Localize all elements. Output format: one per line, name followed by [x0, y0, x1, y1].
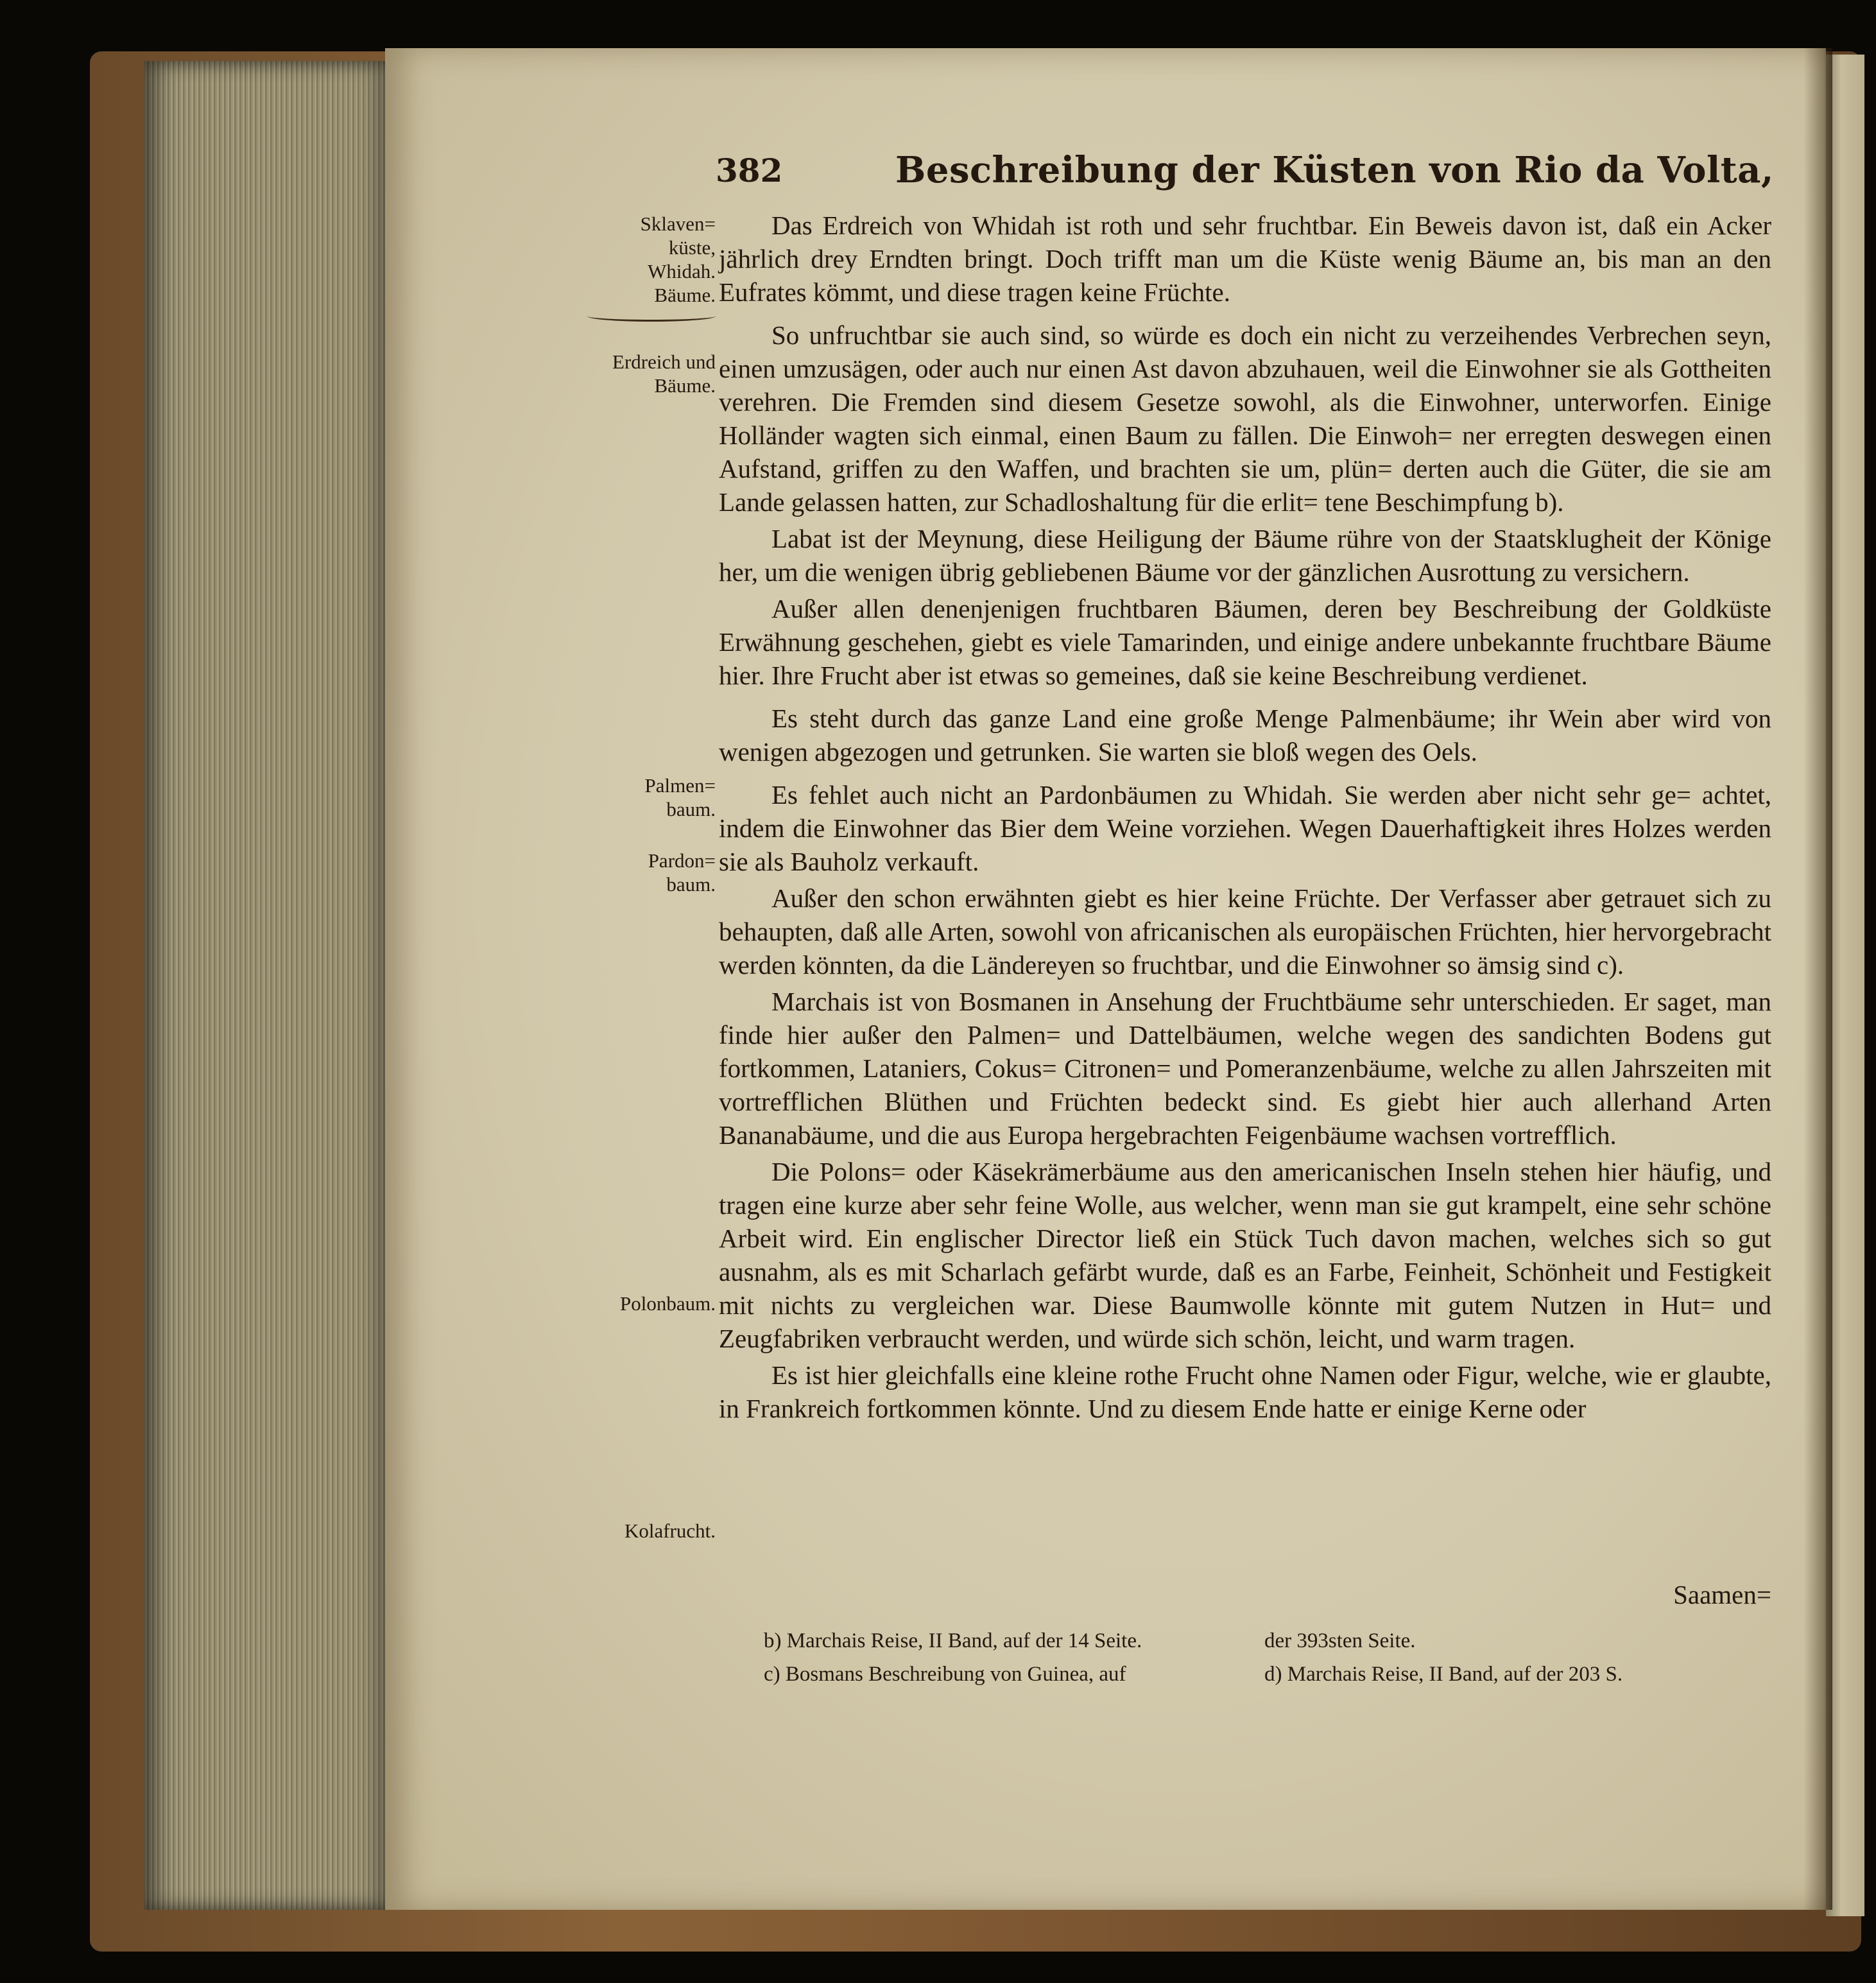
paragraph: Es steht durch das ganze Land eine große Menge Palmenbäume; ihr Wein aber wird von wenigen abgezogen und getrunken. Sie warten sie bloß wegen des Oels.: [719, 704, 1771, 766]
marginal-line: Bäume.: [654, 284, 716, 306]
paragraph: Die Polons= oder Käsekrämerbäume aus den americanischen Inseln stehen hier häufig, und tragen eine kurze aber sehr feine Wolle, aus welcher, wenn man sie gut krampelt, eine sehr schöne Arbeit wird. Ein englischer Director ließ ein Stück Tuch davon machen, welches sich so gut ausnahm, als es mit Scharlach gefärbt wurde, daß es an Farbe, Feinheit, Schönheit und Festigkeit mit nichts zu vergleichen war. Diese Baumwolle könnte mit gutem Nutzen in Hut= und Zeugfabriken verbraucht werden, und würde sich schön, leicht, und warm tragen.: [719, 1157, 1771, 1353]
footnotes: [764, 1624, 1771, 1691]
paragraph: So unfruchtbar sie auch sind, so würde es doch ein nicht zu verzeihendes Verbrechen seyn, einen umzusägen, oder auch nur einen Ast davon abzuhauen, weil die Einwohner sie als Gottheiten verehren. Die Fremden sind diesem Gesetze sowohl, als die Einwohner, unterworfen. Einige Holländer wagten sich einmal, einen Baum zu fällen. Die Einwoh= ner erregten deswegen einen Aufstand, griffen zu den Waffen, und brachten sie um, plün= derten auch die Güter, die sie am Lande gelassen hatten, zur Schadloshaltung für die erlit= tene Beschimpfung b).: [719, 320, 1771, 517]
paragraph: Außer allen denenjenigen fruchtbaren Bäumen, deren bey Beschreibung der Goldküste Erwähnung geschehen, giebt es viele Tamarinden, und einige andere unbekannte fruchtbare Bäume hier. Ihre Frucht aber ist etwas so gemeines, daß sie keine Beschreibung verdienet.: [719, 594, 1771, 690]
marginal-line: Kolafrucht.: [624, 1520, 716, 1542]
marginal-line: Palmen=: [644, 774, 716, 797]
body-text: [719, 209, 1771, 1425]
page-number: 382: [716, 152, 783, 189]
marginal-line: baum.: [666, 873, 716, 896]
marginal-note-pardonbaum: [578, 849, 716, 896]
footnote-d: d) Marchais Reise, II Band, auf der 203 S.: [1264, 1663, 1623, 1686]
marginal-line: Pardon=: [648, 849, 716, 872]
footnote-row: [764, 1624, 1771, 1658]
paragraph: Es ist hier gleichfalls eine kleine rothe Frucht ohne Namen oder Figur, welche, wie er glaubte, in Frankreich fortkommen könnte. Und zu diesem Ende hatte er einige Kerne oder: [719, 1360, 1771, 1423]
page-edges: [144, 61, 388, 1910]
running-title: Beschreibung der Küsten von Rio da Volta,: [895, 149, 1774, 191]
page-gutter-shadow: [1803, 48, 1832, 1910]
page-header: [716, 149, 1774, 194]
paragraph: Marchais ist von Bosmanen in Ansehung der Fruchtbäume sehr unterschieden. Er saget, man finde hier außer den Palmen= und Dattelbäumen, welche wegen des sandichten Bodens gut fortkommen, Lataniers, Cokus= Citronen= und Pomeranzenbäume, welche zu allen Jahrszeiten mit vortrefflichen Blüthen und Früchten bedeckt sind. Es giebt hier auch allerhand Arten Bananabäume, und die aus Europa hergebrachten Feigenbäume wachsen vortrefflich.: [719, 987, 1771, 1150]
marginal-note-palmenbaum: [578, 774, 716, 821]
paragraph: Es fehlet auch nicht an Pardonbäumen zu Whidah. Sie werden aber nicht sehr ge= achtet, indem die Einwohner das Bier dem Weine vorziehen. Wegen Dauerhaftigkeit ihres Holzes werden sie als Bauholz verkauft.: [719, 780, 1771, 876]
footnote-b: b) Marchais Reise, II Band, auf der 14 Seite.: [764, 1629, 1142, 1652]
marginal-note-sklavenkueste: [578, 212, 716, 322]
marginal-line: Erdreich und: [612, 351, 716, 373]
marginal-line: Bäume.: [654, 374, 716, 397]
marginal-line: Whidah.: [648, 260, 716, 282]
marginal-note-erdreich: [578, 350, 716, 397]
catchword: Saamen=: [1673, 1580, 1771, 1609]
marginal-line: Polonbaum.: [620, 1292, 716, 1315]
marginal-line: baum.: [666, 798, 716, 820]
marginal-line: küste,: [668, 236, 716, 259]
marginal-note-kolafrucht: [578, 1519, 716, 1543]
marginal-note-polonbaum: [578, 1292, 716, 1315]
paragraph: Außer den schon erwähnten giebt es hier keine Früchte. Der Verfasser aber getrauet sich zu behaupten, daß alle Arten, sowohl von africanischen als europäischen Früchten, hier hervorgebracht werden könnten, da die Ländereyen so fruchtbar, und die Einwohner so ämsig sind c).: [719, 883, 1771, 980]
marginal-line: Sklaven=: [640, 212, 716, 235]
paragraph: Labat ist der Meynung, diese Heiligung der Bäume rühre von der Staatsklugheit der Könige her, um die wenigen übrig gebliebenen Bäume vor der gänzlichen Ausrottung zu versichern.: [719, 524, 1771, 587]
footnote-c: c) Bosmans Beschreibung von Guinea, auf: [764, 1663, 1126, 1686]
footnote-row: [764, 1658, 1771, 1691]
marginal-brace: [587, 311, 716, 322]
footnote-c-continuation: der 393sten Seite.: [1264, 1629, 1416, 1652]
paragraph: Das Erdreich von Whidah ist roth und sehr fruchtbar. Ein Beweis davon ist, daß ein Acker jährlich drey Erndten bringt. Doch trifft man um die Küste wenig Bäume an, bis man an den Eufrates kömmt, und diese tragen keine Früchte.: [719, 211, 1771, 307]
